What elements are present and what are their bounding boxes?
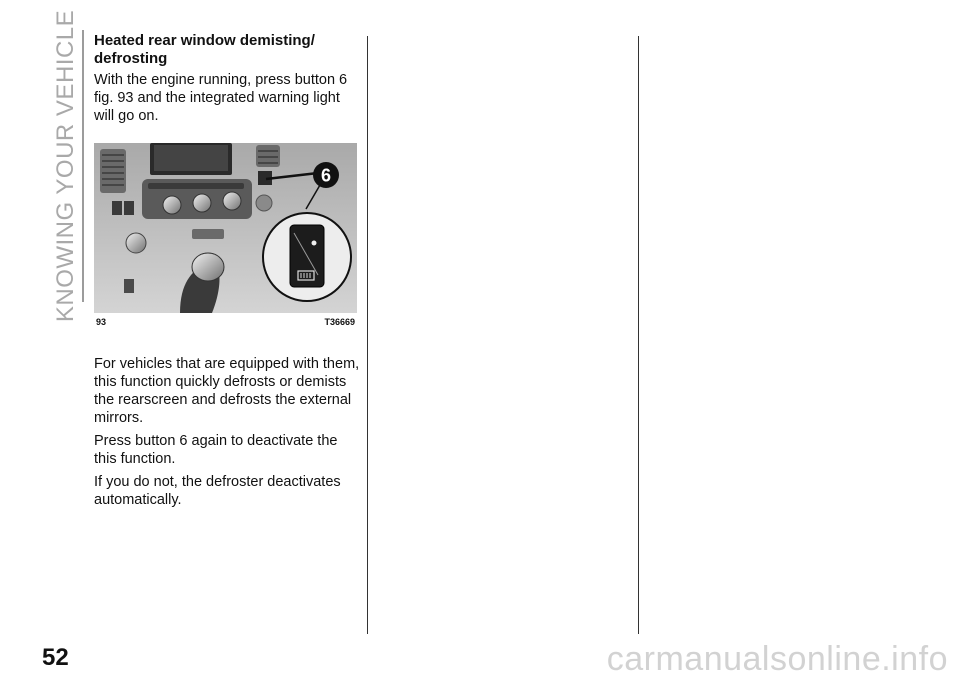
side-title bbox=[48, 9, 84, 323]
page-number: 52 bbox=[42, 644, 69, 671]
dashboard-photo bbox=[94, 143, 357, 313]
paragraph-3: If you do not, the defroster deactivates automatically. bbox=[94, 474, 341, 508]
column-1 bbox=[94, 32, 360, 514]
figure-caption bbox=[94, 317, 357, 327]
section-heading: Heated rear window demisting/ defrosting bbox=[94, 32, 315, 67]
paragraph-1: For vehicles that are equipped with them, this function quickly defrosts or demists the rearscreen and defrosts the external mirrors. bbox=[94, 356, 360, 426]
column-divider-1 bbox=[367, 36, 368, 634]
paragraph-2: Press button 6 again to deactivate the this function. bbox=[94, 433, 338, 467]
column-divider-2 bbox=[638, 36, 639, 634]
watermark: carmanualsonline.info bbox=[606, 640, 948, 678]
figure-code: T36669 bbox=[324, 317, 355, 327]
side-title-text: KNOWING YOUR VEHICLE bbox=[52, 9, 79, 323]
figure-number: 93 bbox=[96, 317, 107, 327]
intro-paragraph: With the engine running, press button 6 fig. 93 and the integrated warning light will go on. bbox=[94, 72, 348, 124]
figure-93 bbox=[94, 143, 357, 327]
side-rule bbox=[82, 30, 84, 302]
callout-6: 6 bbox=[320, 165, 332, 186]
